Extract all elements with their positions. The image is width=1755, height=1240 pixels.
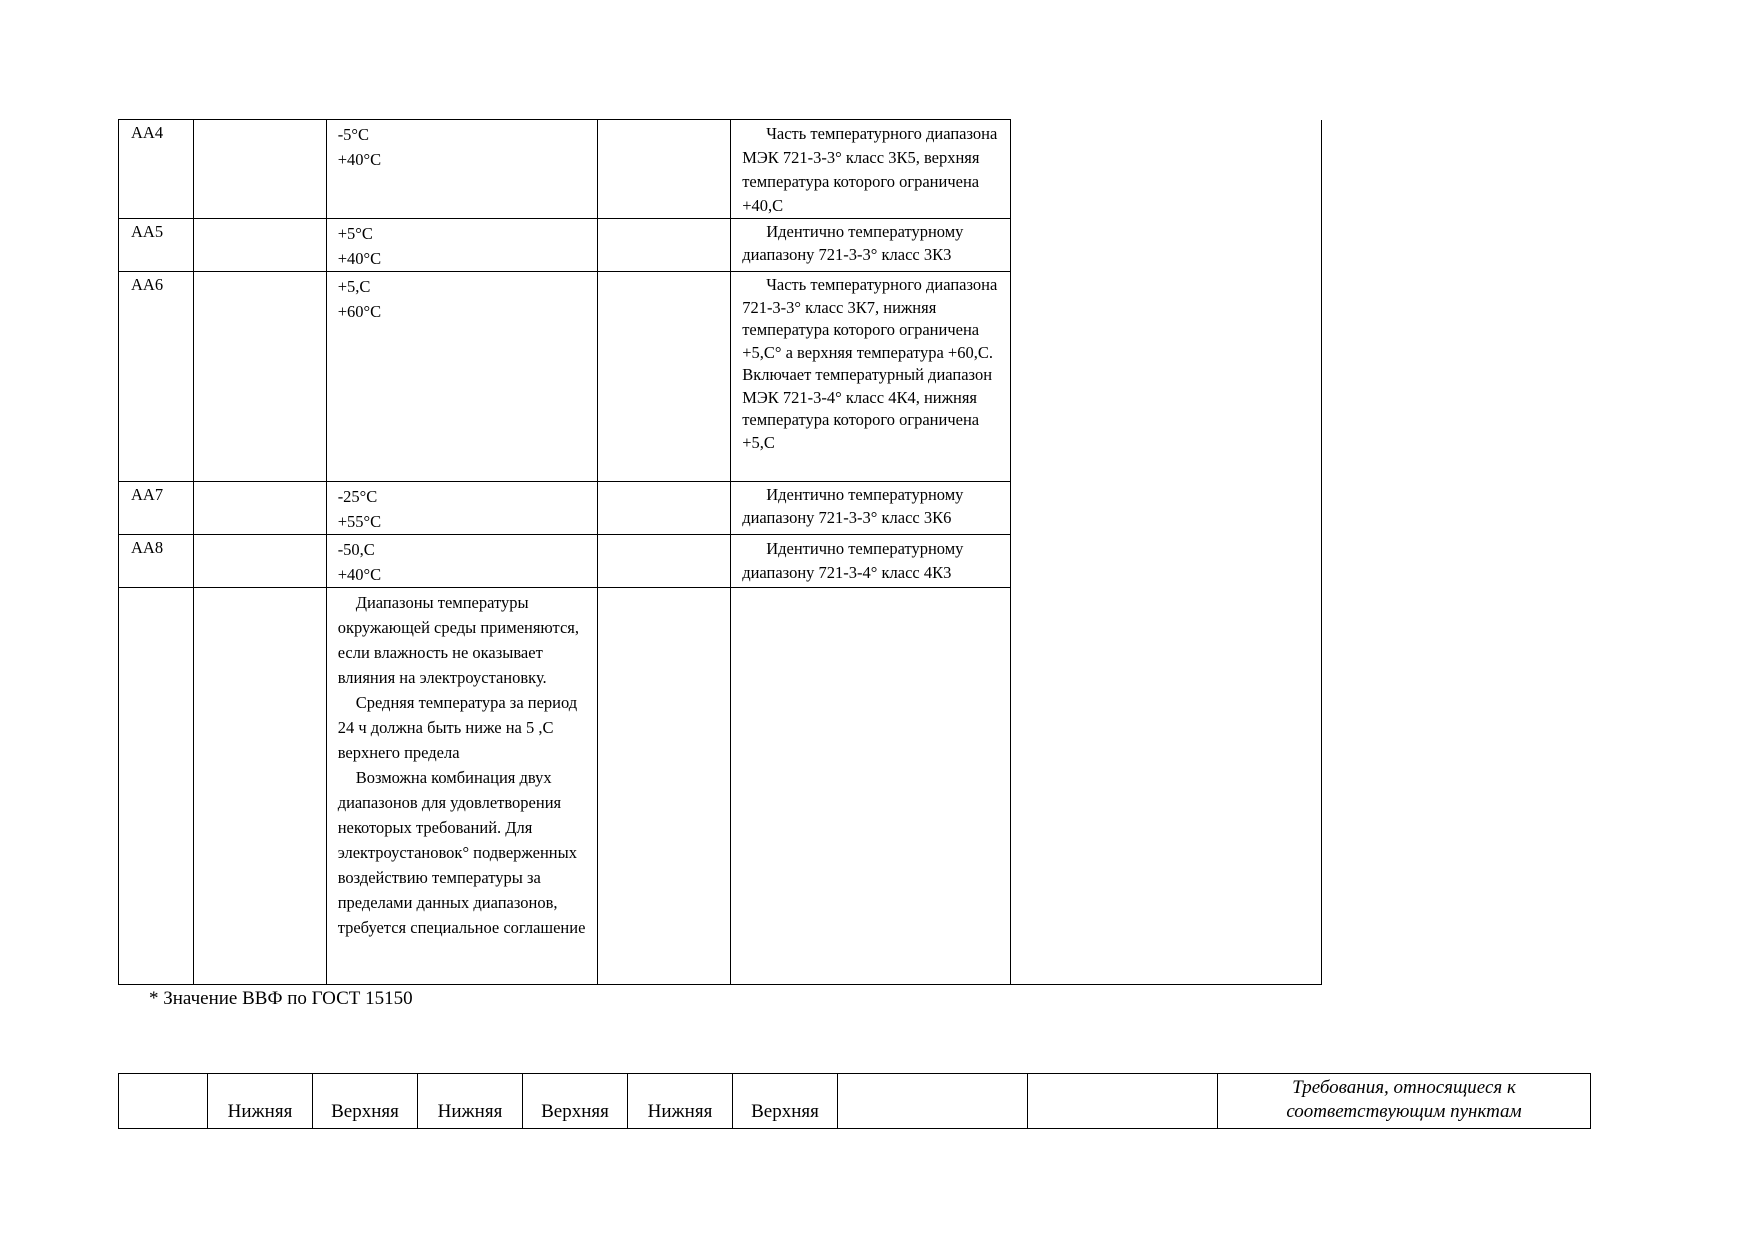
empty-cell (119, 588, 194, 985)
code-cell: AA5 (119, 219, 194, 272)
code-cell: AA7 (119, 482, 194, 535)
empty-cell (597, 219, 730, 272)
blank-column (1010, 588, 1321, 985)
requirements-line: соответствующим пунктам (1286, 1101, 1522, 1122)
low-temperature: -25°C (337, 487, 378, 506)
low-temperature: +5°C (337, 224, 373, 243)
header-cell-lower: Нижняя (208, 1074, 313, 1129)
description-cell: Идентично температурному диапазону 721-3-4° класс 4К3 (731, 535, 1011, 588)
low-temperature: +5,C (337, 277, 371, 296)
header-cell-lower: Нижняя (418, 1074, 523, 1129)
blank-column (1010, 120, 1321, 219)
table-row (119, 588, 1322, 985)
blank-column (1010, 219, 1321, 272)
blank-column (1010, 272, 1321, 482)
blank-column (1010, 535, 1321, 588)
table-row (119, 120, 1322, 219)
empty-cell (731, 588, 1011, 985)
requirements-header-cell (1218, 1074, 1591, 1129)
empty-cell (597, 120, 730, 219)
high-temperature: +55°C (337, 512, 382, 531)
temperature-cell (326, 219, 597, 272)
high-temperature: +40°C (337, 565, 382, 584)
description-cell: Часть температурного диапазона 721-3-3° класс 3К7, нижняя температура которого ограничена +5,C° а верхняя температура +60,С. Включает температурный диапазон МЭК 721-3-4° класс 4К4, нижняя температура которого ограничена +5,С (731, 272, 1011, 482)
empty-cell (194, 588, 326, 985)
description-cell: Идентично температурному диапазону 721-3-3° класс 3К3 (731, 219, 1011, 272)
note-paragraph: Возможна комбинация двух диапазонов для удовлетворения некоторых требований. Для электроустановок° подверженных воздействию температуры за пределами данных диапазонов, требуется специальное соглашение (337, 768, 586, 937)
temperature-cell (326, 482, 597, 535)
table-row (119, 272, 1322, 482)
temperature-cell (326, 120, 597, 219)
code-cell: AA8 (119, 535, 194, 588)
low-temperature: -5°C (337, 125, 370, 144)
temperature-cell (326, 535, 597, 588)
description-cell: Часть температурного диапазона МЭК 721-3-3° класс 3К5, верхняя температура которого ограничена +40,С (731, 120, 1011, 219)
empty-cell (194, 272, 326, 482)
high-temperature: +40°C (337, 150, 382, 169)
header-cell-upper: Верхняя (733, 1074, 838, 1129)
empty-cell (597, 272, 730, 482)
empty-cell (194, 120, 326, 219)
empty-cell (597, 482, 730, 535)
climate-conditions-table (118, 119, 1322, 985)
footnote: * Значение ВВФ по ГОСТ 15150 (149, 988, 413, 1009)
empty-cell (194, 482, 326, 535)
table-row (119, 219, 1322, 272)
header-cell (1028, 1074, 1218, 1129)
empty-cell (597, 535, 730, 588)
code-cell: AA6 (119, 272, 194, 482)
header-cell (838, 1074, 1028, 1129)
header-cell-upper: Верхняя (523, 1074, 628, 1129)
blank-column (1010, 482, 1321, 535)
header-table (118, 1073, 1591, 1129)
note-paragraph: Диапазоны температуры окружающей среды применяются, если влажность не оказывает влияния на электроустановку. (337, 593, 579, 687)
empty-cell (597, 588, 730, 985)
empty-cell (194, 219, 326, 272)
high-temperature: +60°C (337, 302, 382, 321)
header-cell (119, 1074, 208, 1129)
header-cell-upper: Верхняя (313, 1074, 418, 1129)
table-row (119, 535, 1322, 588)
table-row (119, 482, 1322, 535)
empty-cell (194, 535, 326, 588)
high-temperature: +40°C (337, 249, 382, 268)
code-cell: AA4 (119, 120, 194, 219)
low-temperature: -50,C (337, 540, 375, 559)
description-cell: Идентично температурному диапазону 721-3-3° класс 3К6 (731, 482, 1011, 535)
temperature-cell (326, 272, 597, 482)
requirements-line: Требования, относящиеся к (1292, 1077, 1516, 1098)
header-cell-lower: Нижняя (628, 1074, 733, 1129)
table-row (119, 1074, 1591, 1129)
notes-cell (326, 588, 597, 985)
note-paragraph: Средняя температура за период 24 ч должна быть ниже на 5 ,С верхнего предела (337, 693, 578, 762)
